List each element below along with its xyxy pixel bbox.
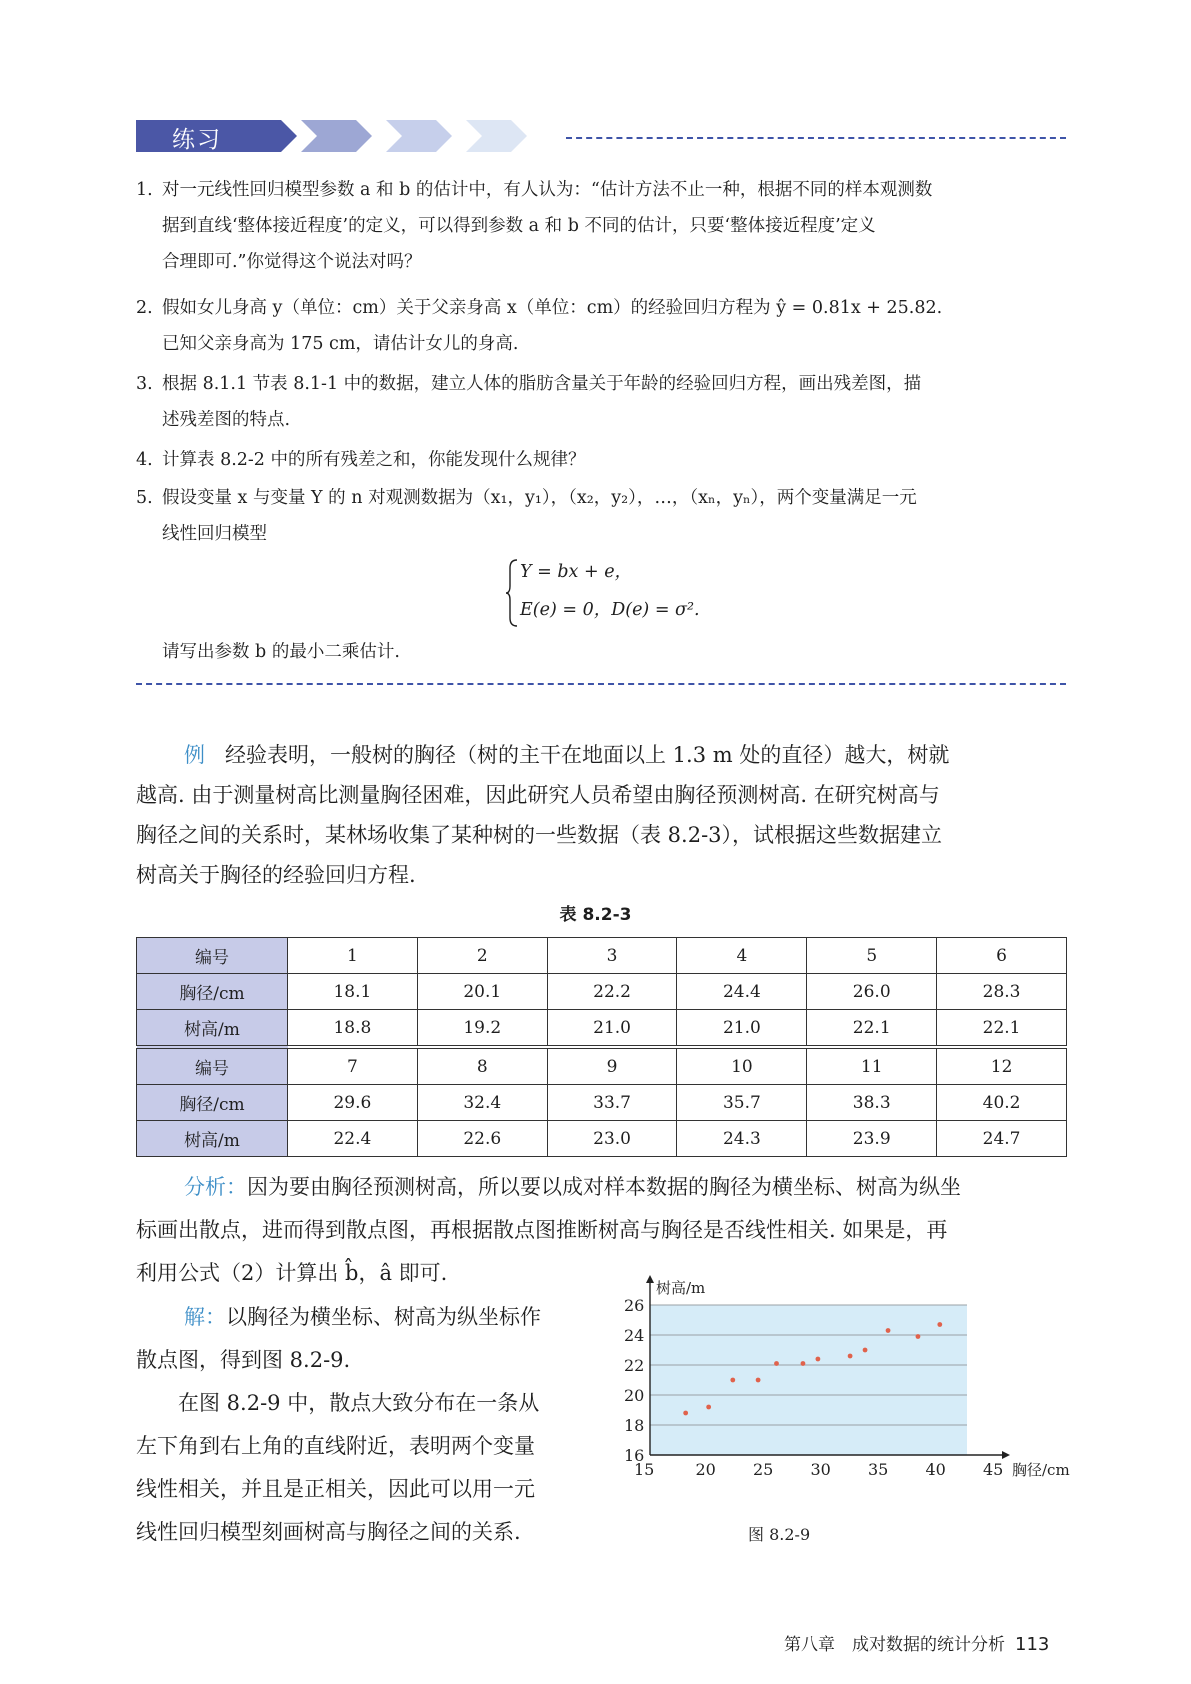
row-label-diameter: 胸径/cm <box>137 974 288 1010</box>
solution-label: 解： <box>184 1305 226 1329</box>
table-row <box>137 974 1067 1010</box>
x-tick-label: 30 <box>810 1460 831 1479</box>
equation-line-2: E(e) = 0，D(e) = σ². <box>520 600 700 620</box>
table-cell: 1 <box>288 938 418 974</box>
table-cell: 10 <box>677 1047 807 1085</box>
table-cell: 22.6 <box>417 1121 547 1157</box>
data-point <box>730 1378 735 1383</box>
y-tick-label: 18 <box>624 1416 645 1435</box>
table-cell: 23.9 <box>807 1121 937 1157</box>
x-tick-label: 15 <box>634 1460 655 1479</box>
data-point <box>774 1361 779 1366</box>
data-point <box>848 1354 853 1359</box>
data-point <box>916 1334 921 1339</box>
table-cell: 24.4 <box>677 974 807 1010</box>
table-cell: 19.2 <box>417 1010 547 1048</box>
table-cell: 24.3 <box>677 1121 807 1157</box>
table-cell: 23.0 <box>547 1121 677 1157</box>
table-cell: 35.7 <box>677 1085 807 1121</box>
y-axis-label: 树高/m <box>656 1279 706 1297</box>
table-cell: 28.3 <box>937 974 1067 1010</box>
table-row <box>137 1121 1067 1157</box>
exercise-item-5-tail: 请写出参数 b 的最小二乘估计. <box>162 642 400 662</box>
item-number: 2. <box>136 298 153 318</box>
table-cell: 38.3 <box>807 1085 937 1121</box>
table-cell: 40.2 <box>937 1085 1067 1121</box>
x-tick-label: 20 <box>695 1460 716 1479</box>
plot-background <box>650 1305 967 1455</box>
table-cell: 32.4 <box>417 1085 547 1121</box>
item-number: 1. <box>136 180 153 200</box>
table-caption: 表 8.2-3 <box>559 905 632 925</box>
data-point <box>706 1405 711 1410</box>
table-cell: 11 <box>807 1047 937 1085</box>
table-cell: 4 <box>677 938 807 974</box>
table-cell: 7 <box>288 1047 418 1085</box>
data-point <box>816 1357 821 1362</box>
row-label-height: 树高/m <box>137 1010 288 1048</box>
exercise-title: 练习 <box>172 127 222 153</box>
data-point <box>683 1411 688 1416</box>
table-cell: 18.8 <box>288 1010 418 1048</box>
data-point <box>801 1361 806 1366</box>
y-tick-label: 26 <box>624 1296 645 1315</box>
y-tick-label: 24 <box>624 1326 645 1345</box>
y-tick-label: 16 <box>624 1446 645 1465</box>
x-tick-label: 40 <box>925 1460 946 1479</box>
table-cell: 3 <box>547 938 677 974</box>
left-brace-icon <box>505 558 519 628</box>
table-cell: 22.1 <box>937 1010 1067 1048</box>
table-cell: 24.7 <box>937 1121 1067 1157</box>
table-cell: 22.4 <box>288 1121 418 1157</box>
table-cell: 21.0 <box>677 1010 807 1048</box>
data-point <box>937 1322 942 1327</box>
chapter-title: 第八章 成对数据的统计分析 <box>784 1635 1005 1655</box>
data-point <box>886 1328 891 1333</box>
equation-line-1: Y = bx + e， <box>520 562 633 582</box>
item-number: 4. <box>136 450 153 470</box>
table-row <box>137 1085 1067 1121</box>
table-cell: 21.0 <box>547 1010 677 1048</box>
row-label-height: 树高/m <box>137 1121 288 1157</box>
table-row <box>137 1047 1067 1085</box>
table-cell: 18.1 <box>288 974 418 1010</box>
table-cell: 8 <box>417 1047 547 1085</box>
y-tick-label: 20 <box>624 1386 645 1405</box>
row-label-id: 编号 <box>137 1047 288 1085</box>
table-cell: 26.0 <box>807 974 937 1010</box>
table-cell: 5 <box>807 938 937 974</box>
x-axis-label: 胸径/cm <box>1012 1461 1070 1479</box>
x-tick-label: 45 <box>983 1460 1004 1479</box>
row-label-id: 编号 <box>137 938 288 974</box>
analysis-label: 分析： <box>184 1175 247 1199</box>
x-tick-label: 35 <box>868 1460 889 1479</box>
table-cell: 6 <box>937 938 1067 974</box>
page-footer <box>784 1630 1049 1655</box>
example-label: 例 <box>184 743 205 767</box>
table-cell: 12 <box>937 1047 1067 1085</box>
table-row <box>137 938 1067 974</box>
dashed-divider-bottom <box>136 683 1066 685</box>
table-row <box>137 1010 1067 1048</box>
dashed-divider-top <box>566 137 1066 139</box>
data-point <box>756 1378 761 1383</box>
x-tick-label: 25 <box>753 1460 774 1479</box>
table-cell: 22.2 <box>547 974 677 1010</box>
table-cell: 33.7 <box>547 1085 677 1121</box>
table-cell: 2 <box>417 938 547 974</box>
row-label-diameter: 胸径/cm <box>137 1085 288 1121</box>
table-cell: 9 <box>547 1047 677 1085</box>
data-point <box>863 1348 868 1353</box>
table-cell: 20.1 <box>417 974 547 1010</box>
figure-caption: 图 8.2-9 <box>748 1525 811 1544</box>
x-axis-arrow-icon <box>1002 1451 1010 1459</box>
y-tick-label: 22 <box>624 1356 645 1375</box>
table-cell: 29.6 <box>288 1085 418 1121</box>
table-cell: 22.1 <box>807 1010 937 1048</box>
item-number: 3. <box>136 374 153 394</box>
data-table <box>136 937 1067 1157</box>
scatter-chart <box>610 1270 1080 1555</box>
y-axis-arrow-icon <box>646 1275 654 1283</box>
item-number: 5. <box>136 488 153 508</box>
page-number: 113 <box>1015 1634 1050 1655</box>
